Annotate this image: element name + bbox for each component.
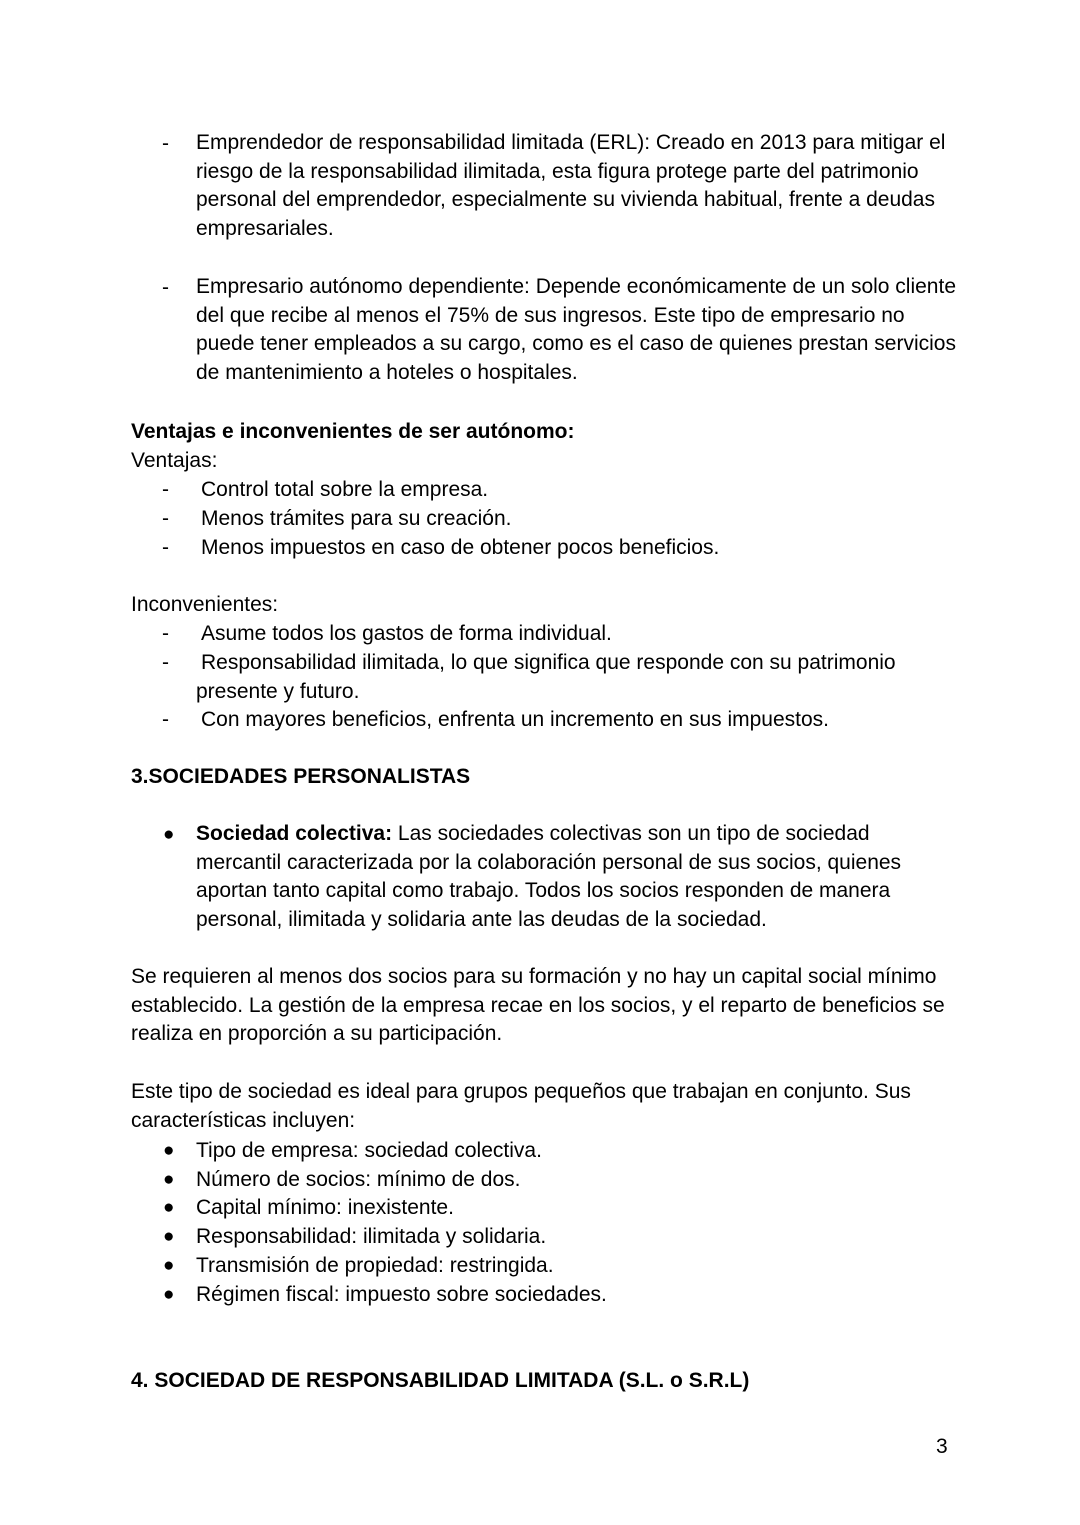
erl-description: Emprendedor de responsabilidad limitada (ERL): Creado en 2013 para mitigar el riesgo de la responsabilidad ilimitada, esta figura protege parte del patrimonio personal del emprendedor, especialmente su vivienda habitual, frente a deudas empresariales. [196,131,946,241]
list-marker: - [162,708,169,731]
sociedad-colectiva-term: Sociedad colectiva: [196,822,393,845]
bullet-icon: ● [163,1140,175,1161]
ventaja-item: Menos impuestos en caso de obtener pocos beneficios. [201,536,720,559]
list-marker: - [162,622,169,645]
bullet-icon: ● [163,1197,175,1218]
sociedad-colectiva-text: Las sociedades colectivas son un tipo de sociedad mercantil caracterizada por la colaboración personal de sus socios, quienes aportan tanto capital como trabajo. Todos los socios responden de manera personal, ilimitada y solidaria ante las deudas de la sociedad. [196,822,902,932]
inconvenientes-label: Inconvenientes: [131,593,279,616]
ventaja-item: Control total sobre la empresa. [201,478,489,501]
caracteristica-item: Tipo de empresa: sociedad colectiva. [196,1139,542,1162]
list-marker: - [162,651,169,674]
inconveniente-item-continuation: presente y futuro. [196,680,360,703]
ventaja-item: Menos trámites para su creación. [201,507,512,530]
ideal-paragraph: Este tipo de sociedad es ideal para grupos pequeños que trabajan en conjunto. Sus características incluyen: [131,1080,911,1132]
list-marker: - [162,478,169,501]
requisitos-paragraph: Se requieren al menos dos socios para su formación y no hay un capital social mínimo establecido. La gestión de la empresa recae en los socios, y el reparto de beneficios se realiza en proporción a su participación. [131,965,945,1046]
bullet-icon: ● [163,1255,175,1276]
bullet-icon: ● [163,1284,175,1305]
caracteristica-item: Capital mínimo: inexistente. [196,1196,454,1219]
bullet-icon: ● [163,1226,175,1247]
bullet-icon: ● [163,1169,175,1190]
inconveniente-item: Asume todos los gastos de forma individual. [201,622,612,645]
list-marker: - [162,276,169,299]
list-marker: - [162,536,169,559]
caracteristica-item: Transmisión de propiedad: restringida. [196,1254,554,1277]
caracteristica-item: Responsabilidad: ilimitada y solidaria. [196,1225,547,1248]
inconveniente-item: Responsabilidad ilimitada, lo que significa que responde con su patrimonio [201,651,896,674]
sociedad-colectiva-description [196,820,956,935]
section-4-title: 4. SOCIEDAD DE RESPONSABILIDAD LIMITADA (S.L. o S.R.L) [131,1369,750,1392]
ventajas-label: Ventajas: [131,449,218,472]
caracteristica-item: Número de socios: mínimo de dos. [196,1168,521,1191]
page-number: 3 [936,1435,948,1458]
dependiente-description: Empresario autónomo dependiente: Depende económicamente de un solo cliente del que recibe al menos el 75% de sus ingresos. Este tipo de empresario no puede tener empleados a su cargo, como es el caso de quienes prestan servicios de mantenimiento a hoteles o hospitales. [196,275,956,385]
section-3-title: 3.SOCIEDADES PERSONALISTAS [131,765,471,788]
list-marker: - [162,132,169,155]
list-marker: - [162,507,169,530]
inconveniente-item: Con mayores beneficios, enfrenta un incremento en sus impuestos. [201,708,830,731]
ventajas-heading: Ventajas e inconvenientes de ser autónomo: [131,420,575,443]
bullet-icon: ● [163,824,175,845]
caracteristica-item: Régimen fiscal: impuesto sobre sociedades. [196,1283,607,1306]
